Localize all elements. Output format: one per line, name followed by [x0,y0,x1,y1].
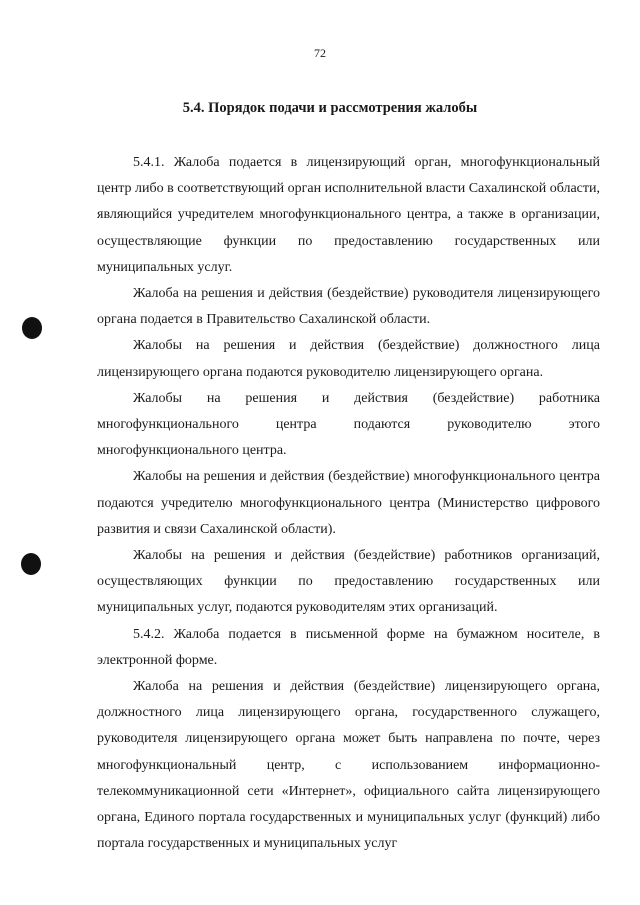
punch-hole-bottom [21,553,41,575]
paragraph-complaint-head: Жалоба на решения и действия (бездействие) руководителя лицензирующего органа подается в Правительство Сахалинской области. [97,286,600,328]
body-text [97,150,600,857]
page-number: 72 [314,46,326,60]
paragraph-submission-channels: Жалоба на решения и действия (бездействие) лицензирующего органа, должностного лица лицензирующего органа, государственного служащего, руководителя лицензирующего органа может быть направлена по почте, через многофункциональный центр, с использованием информационно-телекоммуникационной сети «Интернет», официального сайта лицензирующего органа, Единого портала государственных и муниципальных услуг (функций) либо портала государственных и муниципальных услуг [97,679,600,852]
paragraph-complaint-organizations: Жалобы на решения и действия (бездействие) работников организаций, осуществляющих функции по предоставлению государственных или муниципальных услуг, подаются руководителям этих организаций. [97,548,600,616]
paragraph-complaint-official: Жалобы на решения и действия (бездействие) должностного лица лицензирующего органа подаются руководителю лицензирующего органа. [97,338,600,380]
punch-hole-top [22,317,42,339]
paragraph-5-4-1: 5.4.1. Жалоба подается в лицензирующий орган, многофункциональный центр либо в соответствующий орган исполнительной власти Сахалинской области, являющийся учредителем многофункционального центра, а также в организации, осуществляющие функции по предоставлению государственных или муниципальных услуг. [97,155,600,275]
section-title: 5.4. Порядок подачи и рассмотрения жалобы [182,100,478,116]
paragraph-5-4-2: 5.4.2. Жалоба подается в письменной форме на бумажном носителе, в электронной форме. [97,626,600,668]
paragraph-complaint-mfc-worker: Жалобы на решения и действия (бездействие) работника многофункционального центра подаются руководителю этого многофункционального центра. [97,390,600,459]
paragraph-complaint-mfc: Жалобы на решения и действия (бездействие) многофункционального центра подаются учредителю многофункционального центра (Министерство цифрового развития и связи Сахалинской области). [97,469,600,537]
